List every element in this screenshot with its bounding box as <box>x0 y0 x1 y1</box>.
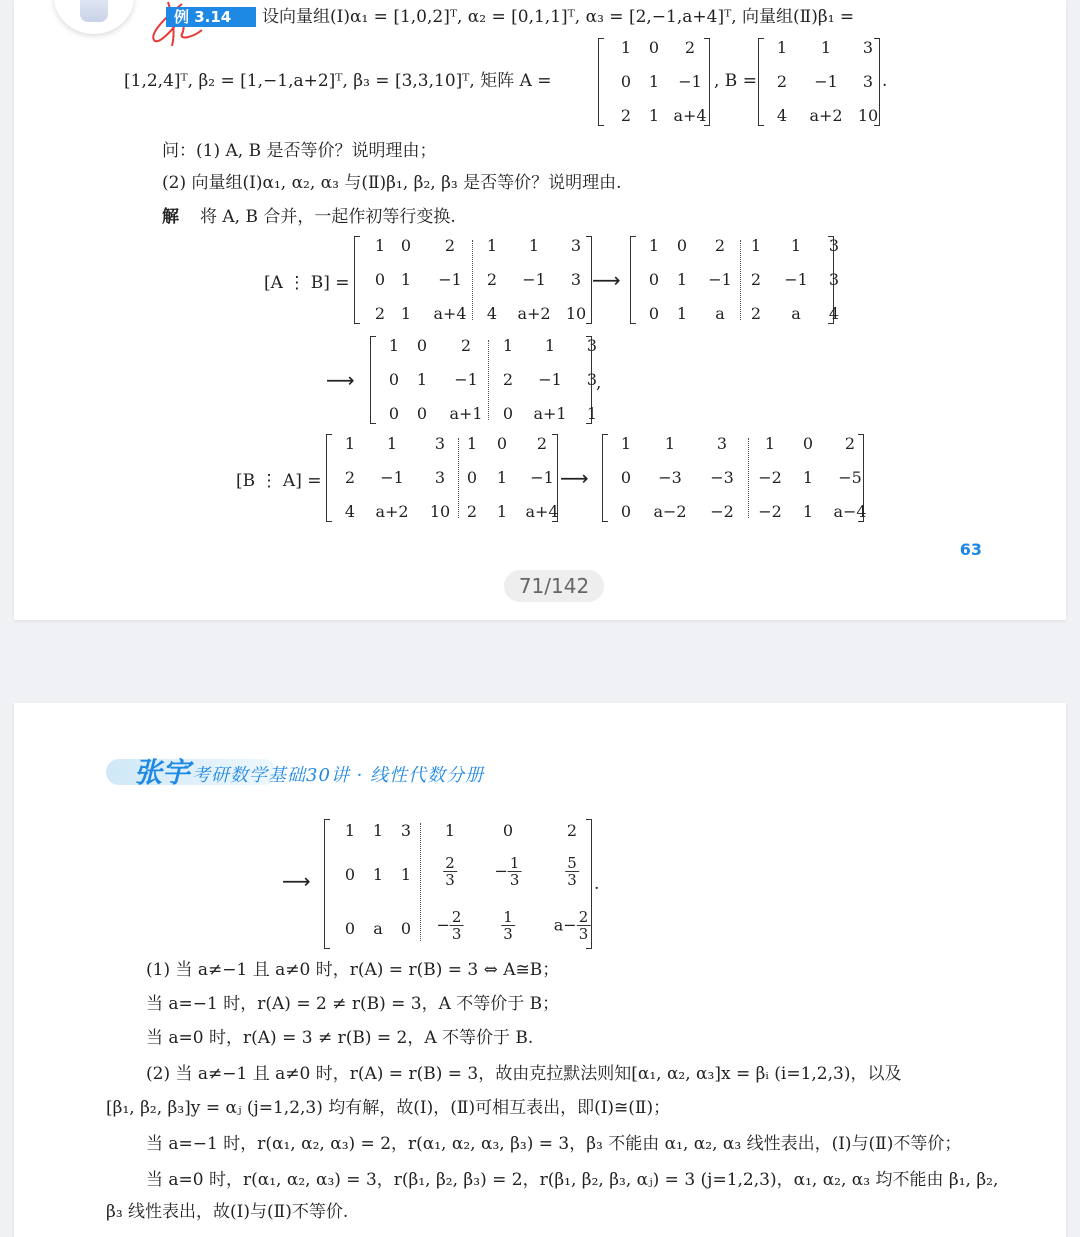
matrix-cell: 1 <box>502 336 514 355</box>
matrix-cell: 1 <box>676 270 688 289</box>
matrix-cell: a+4 <box>525 502 559 521</box>
matrix-fraction-cell <box>565 855 579 888</box>
denominator: 3 <box>578 925 589 943</box>
matrix-cell: −3 <box>658 468 682 487</box>
matrix-cell: 2 <box>502 370 514 389</box>
matrix-cell: 3 <box>570 270 582 289</box>
denominator: 3 <box>503 925 513 943</box>
comma: , <box>596 373 602 393</box>
fraction <box>565 855 579 888</box>
fraction <box>508 855 522 888</box>
matrix-cell: 10 <box>429 502 451 521</box>
matrix-cell: 1 <box>544 336 556 355</box>
matrix-cell: −3 <box>710 468 734 487</box>
augment-separator <box>488 340 489 420</box>
matrix-cell: 0 <box>648 304 660 323</box>
bracket-left <box>758 38 764 126</box>
numerator: 1 <box>509 854 520 872</box>
matrix-cell: −1 <box>708 270 732 289</box>
augmented-ab-step2 <box>630 236 840 324</box>
matrix-cell: 4 <box>776 106 788 125</box>
pdf-page-2 <box>14 703 1066 1237</box>
fraction <box>501 909 515 942</box>
matrix-cell: −1 <box>814 72 838 91</box>
matrix-cell: 2 <box>750 304 762 323</box>
matrix-cell: 0 <box>648 270 660 289</box>
label-ab: [A ⋮ B] = <box>264 273 350 293</box>
matrix-fraction-cell <box>501 909 515 942</box>
matrix-cell: 1 <box>820 38 832 57</box>
matrix-cell: 1 <box>620 434 632 453</box>
conclusion-line-3: 当 a=0 时，r(A) = 3 ≠ r(B) = 2，A 不等价于 B. <box>146 1028 534 1048</box>
matrix-cell: 2 <box>486 270 498 289</box>
fraction <box>577 909 591 942</box>
matrix-cell: 2 <box>344 468 356 487</box>
matrix-cell: 0 <box>388 404 400 423</box>
matrix-cell: a+4 <box>673 106 707 125</box>
matrix-fraction-cell <box>495 855 522 888</box>
arrow-4: ⟶ <box>282 869 311 893</box>
numerator: 2 <box>451 908 462 926</box>
matrix-cell: 3 <box>862 38 874 57</box>
matrix-cell: 1 <box>444 821 456 840</box>
matrix-cell: −2 <box>710 502 734 521</box>
matrix-cell: 4 <box>828 304 840 323</box>
matrix-cell: 2 <box>466 502 478 521</box>
matrix-cell: −1 <box>538 370 562 389</box>
matrix-cell: −5 <box>838 468 862 487</box>
matrix-cell: −2 <box>758 468 782 487</box>
matrix-cell: 1 <box>802 502 814 521</box>
matrix-cell: 0 <box>496 434 508 453</box>
matrix-cell: −2 <box>758 502 782 521</box>
matrix-cell: a <box>791 304 801 323</box>
header-title: 考研数学基础30讲 · 线性代数分册 <box>192 765 485 786</box>
matrix-cell: 1 <box>466 434 478 453</box>
matrix-cell: 0 <box>466 468 478 487</box>
matrix-cell: 0 <box>400 919 412 938</box>
matrix-cell: 2 <box>844 434 856 453</box>
matrix-cell: 1 <box>528 236 540 255</box>
augmented-ab-step1 <box>354 236 592 324</box>
matrix-cell: 3 <box>716 434 728 453</box>
matrix-cell: 1 <box>776 38 788 57</box>
arrow-3: ⟶ <box>560 466 589 490</box>
matrix-cell: 4 <box>344 502 356 521</box>
intro-line-2: [1,2,4]ᵀ, β₂ = [1,−1,a+2]ᵀ, β₃ = [3,3,10]ᵀ, 矩阵 A = <box>124 71 552 91</box>
final-matrix <box>324 819 592 949</box>
matrix-cell: 1 <box>400 865 412 884</box>
matrix-cell: 1 <box>374 236 386 255</box>
matrix-cell: 2 <box>620 106 632 125</box>
bracket-left <box>370 336 376 424</box>
matrix-cell: a+4 <box>433 304 467 323</box>
arrow-1: ⟶ <box>592 268 621 292</box>
matrix-cell: 3 <box>586 336 598 355</box>
augmented-ab-step3 <box>370 336 598 424</box>
matrix-cell: a+1 <box>533 404 567 423</box>
matrix-cell: 1 <box>750 236 762 255</box>
matrix-cell: 1 <box>586 404 598 423</box>
intro-line-1: 设向量组(Ⅰ)α₁ = [1,0,2]ᵀ, α₂ = [0,1,1]ᵀ, α₃ = [2,−1,a+4]ᵀ, 向量组(Ⅱ)β₁ = <box>262 7 855 27</box>
conclusion-line-4: (2) 当 a≠−1 且 a≠0 时，r(A) = r(B) = 3，故由克拉默法则知[α₁, α₂, α₃]x = βᵢ (i=1,2,3)，以及 <box>146 1064 902 1084</box>
intro-end: . <box>882 71 888 91</box>
user-avatar[interactable] <box>54 0 134 34</box>
matrix-cell: 0 <box>648 38 660 57</box>
matrix-cell: a+2 <box>517 304 551 323</box>
matrix-cell: 0 <box>344 919 356 938</box>
matrix-cell: −1 <box>784 270 808 289</box>
augmented-ba-step2 <box>602 434 867 522</box>
matrix-cell: 3 <box>828 270 840 289</box>
bracket-left <box>602 434 608 522</box>
period: . <box>594 874 600 894</box>
augment-separator <box>458 438 459 518</box>
matrix-cell: 2 <box>776 72 788 91</box>
matrix-b <box>758 38 880 126</box>
matrix-cell: 1 <box>496 502 508 521</box>
bracket-left <box>324 819 330 949</box>
matrix-cell: 10 <box>565 304 587 323</box>
matrix-cell: a <box>715 304 725 323</box>
label-ba: [B ⋮ A] = <box>236 471 322 491</box>
header-logo: 张宇 <box>134 756 191 789</box>
conclusion-line-1: (1) 当 a≠−1 且 a≠0 时，r(A) = r(B) = 3 ⇔ A≅B； <box>146 960 560 980</box>
matrix-cell: 2 <box>536 434 548 453</box>
matrix-cell: 0 <box>344 865 356 884</box>
matrix-cell: 3 <box>434 468 446 487</box>
denominator: 3 <box>451 925 462 943</box>
matrix-cell: a+2 <box>375 502 409 521</box>
matrix-cell: 1 <box>664 434 676 453</box>
fraction <box>450 909 464 942</box>
page-indicator[interactable]: 71/142 <box>504 570 604 602</box>
denominator: 3 <box>509 871 520 889</box>
matrix-cell: 0 <box>620 502 632 521</box>
matrix-cell: 2 <box>444 236 456 255</box>
matrix-cell: 2 <box>374 304 386 323</box>
matrix-cell: 1 <box>400 304 412 323</box>
matrix-cell: −1 <box>522 270 546 289</box>
conclusion-line-8: β₃ 线性表出，故(Ⅰ)与(Ⅱ)不等价. <box>106 1202 349 1222</box>
matrix-cell: 0 <box>400 236 412 255</box>
matrix-cell: 0 <box>388 370 400 389</box>
avatar-image <box>80 0 108 22</box>
matrix-fraction-cell <box>437 909 464 942</box>
matrix-cell: 1 <box>764 434 776 453</box>
matrix-cell: 0 <box>374 270 386 289</box>
matrix-cell: 0 <box>620 72 632 91</box>
matrix-cell: 1 <box>344 434 356 453</box>
matrix-cell: 0 <box>416 336 428 355</box>
matrix-cell: 1 <box>620 38 632 57</box>
matrix-cell: −1 <box>380 468 404 487</box>
matrix-cell: 1 <box>648 72 660 91</box>
matrix-cell: 0 <box>676 236 688 255</box>
matrix-cell: −1 <box>454 370 478 389</box>
numerator: 2 <box>445 854 455 872</box>
matrix-fraction-cell <box>443 855 457 888</box>
question-1: 问：(1) A, B 是否等价？说明理由； <box>162 141 437 161</box>
fraction-sign: a− <box>553 915 577 935</box>
matrix-cell: 1 <box>416 370 428 389</box>
example-label: 例 3.14 <box>166 7 256 27</box>
matrix-cell: 10 <box>857 106 879 125</box>
fraction-sign: − <box>494 861 508 881</box>
matrix-cell: 0 <box>802 434 814 453</box>
augment-separator <box>748 438 749 518</box>
matrix-cell: 0 <box>416 404 428 423</box>
matrix-cell: 1 <box>648 106 660 125</box>
augmented-ba-step1 <box>326 434 558 522</box>
book-header <box>106 751 586 791</box>
augment-separator <box>472 240 473 320</box>
matrix-cell: 1 <box>648 236 660 255</box>
denominator: 3 <box>445 871 455 889</box>
matrix-cell: a+1 <box>449 404 483 423</box>
matrix-cell: 1 <box>486 236 498 255</box>
bracket-left <box>598 38 604 126</box>
matrix-cell: 1 <box>676 304 688 323</box>
augment-separator <box>420 823 421 941</box>
matrix-cell: 3 <box>586 370 598 389</box>
matrix-cell: 2 <box>566 821 578 840</box>
matrix-cell: 3 <box>862 72 874 91</box>
matrix-cell: −1 <box>438 270 462 289</box>
bracket-left <box>630 236 636 324</box>
matrix-cell: 1 <box>790 236 802 255</box>
matrix-cell: 2 <box>714 236 726 255</box>
matrix-cell: 2 <box>460 336 472 355</box>
denominator: 3 <box>567 871 577 889</box>
matrix-cell: 1 <box>372 865 384 884</box>
arrow-2: ⟶ <box>326 368 355 392</box>
matrix-cell: 1 <box>400 270 412 289</box>
matrix-cell: 3 <box>434 434 446 453</box>
conclusion-line-5: [β₁, β₂, β₃]y = αⱼ (j=1,2,3) 均有解，故(Ⅰ)，(Ⅱ)可相互表出，即(Ⅰ)≅(Ⅱ)； <box>106 1098 671 1118</box>
matrix-cell: 1 <box>372 821 384 840</box>
solution-label: 解 <box>162 207 179 227</box>
numerator: 5 <box>567 854 577 872</box>
matrix-cell: 1 <box>496 468 508 487</box>
matrix-fraction-cell <box>554 909 591 942</box>
pdf-page-1 <box>14 0 1066 620</box>
matrix-cell: 2 <box>684 38 696 57</box>
solution-text: 将 A, B 合并，一起作初等行变换. <box>200 207 456 227</box>
matrix-cell: 2 <box>750 270 762 289</box>
matrix-cell: 0 <box>502 404 514 423</box>
matrix-cell: 0 <box>502 821 514 840</box>
conclusion-line-6: 当 a=−1 时，r(α₁, α₂, α₃) = 2，r(α₁, α₂, α₃, β₃) = 3，β₃ 不能由 α₁, α₂, α₃ 线性表出，(Ⅰ)与(Ⅱ)不等价； <box>146 1134 962 1154</box>
conclusion-line-7: 当 a=0 时，r(α₁, α₂, α₃) = 3，r(β₁, β₂, β₃) = 2，r(β₁, β₂, β₃, αⱼ) = 3 (j=1,2,3)，α₁, α₂, α₃ 均不能由 β₁, β₂, <box>146 1170 999 1190</box>
numerator: 2 <box>578 908 589 926</box>
matrix-cell: a−4 <box>833 502 867 521</box>
matrix-cell: a <box>373 919 383 938</box>
matrix-cell: 1 <box>802 468 814 487</box>
matrix-cell: −1 <box>678 72 702 91</box>
bracket-left <box>326 434 332 522</box>
matrix-cell: 0 <box>620 468 632 487</box>
conclusion-line-2: 当 a=−1 时，r(A) = 2 ≠ r(B) = 3，A 不等价于 B； <box>146 994 560 1014</box>
matrix-cell: 3 <box>828 236 840 255</box>
bracket-left <box>354 236 360 324</box>
matrix-a <box>598 38 710 126</box>
augment-separator <box>740 240 741 320</box>
fraction-sign: − <box>436 915 450 935</box>
matrix-cell: 3 <box>570 236 582 255</box>
intro-b-label: , B = <box>714 71 757 91</box>
matrix-cell: a+2 <box>809 106 843 125</box>
book-page-number: 63 <box>959 540 982 559</box>
matrix-cell: 1 <box>388 336 400 355</box>
matrix-cell: 1 <box>386 434 398 453</box>
fraction <box>443 855 457 888</box>
matrix-cell: 1 <box>344 821 356 840</box>
matrix-cell: −1 <box>530 468 554 487</box>
question-2: (2) 向量组(Ⅰ)α₁, α₂, α₃ 与(Ⅱ)β₁, β₂, β₃ 是否等价？说明理由. <box>162 173 622 193</box>
matrix-cell: 4 <box>486 304 498 323</box>
numerator: 1 <box>503 908 513 926</box>
matrix-cell: a−2 <box>653 502 687 521</box>
matrix-cell: 3 <box>400 821 412 840</box>
